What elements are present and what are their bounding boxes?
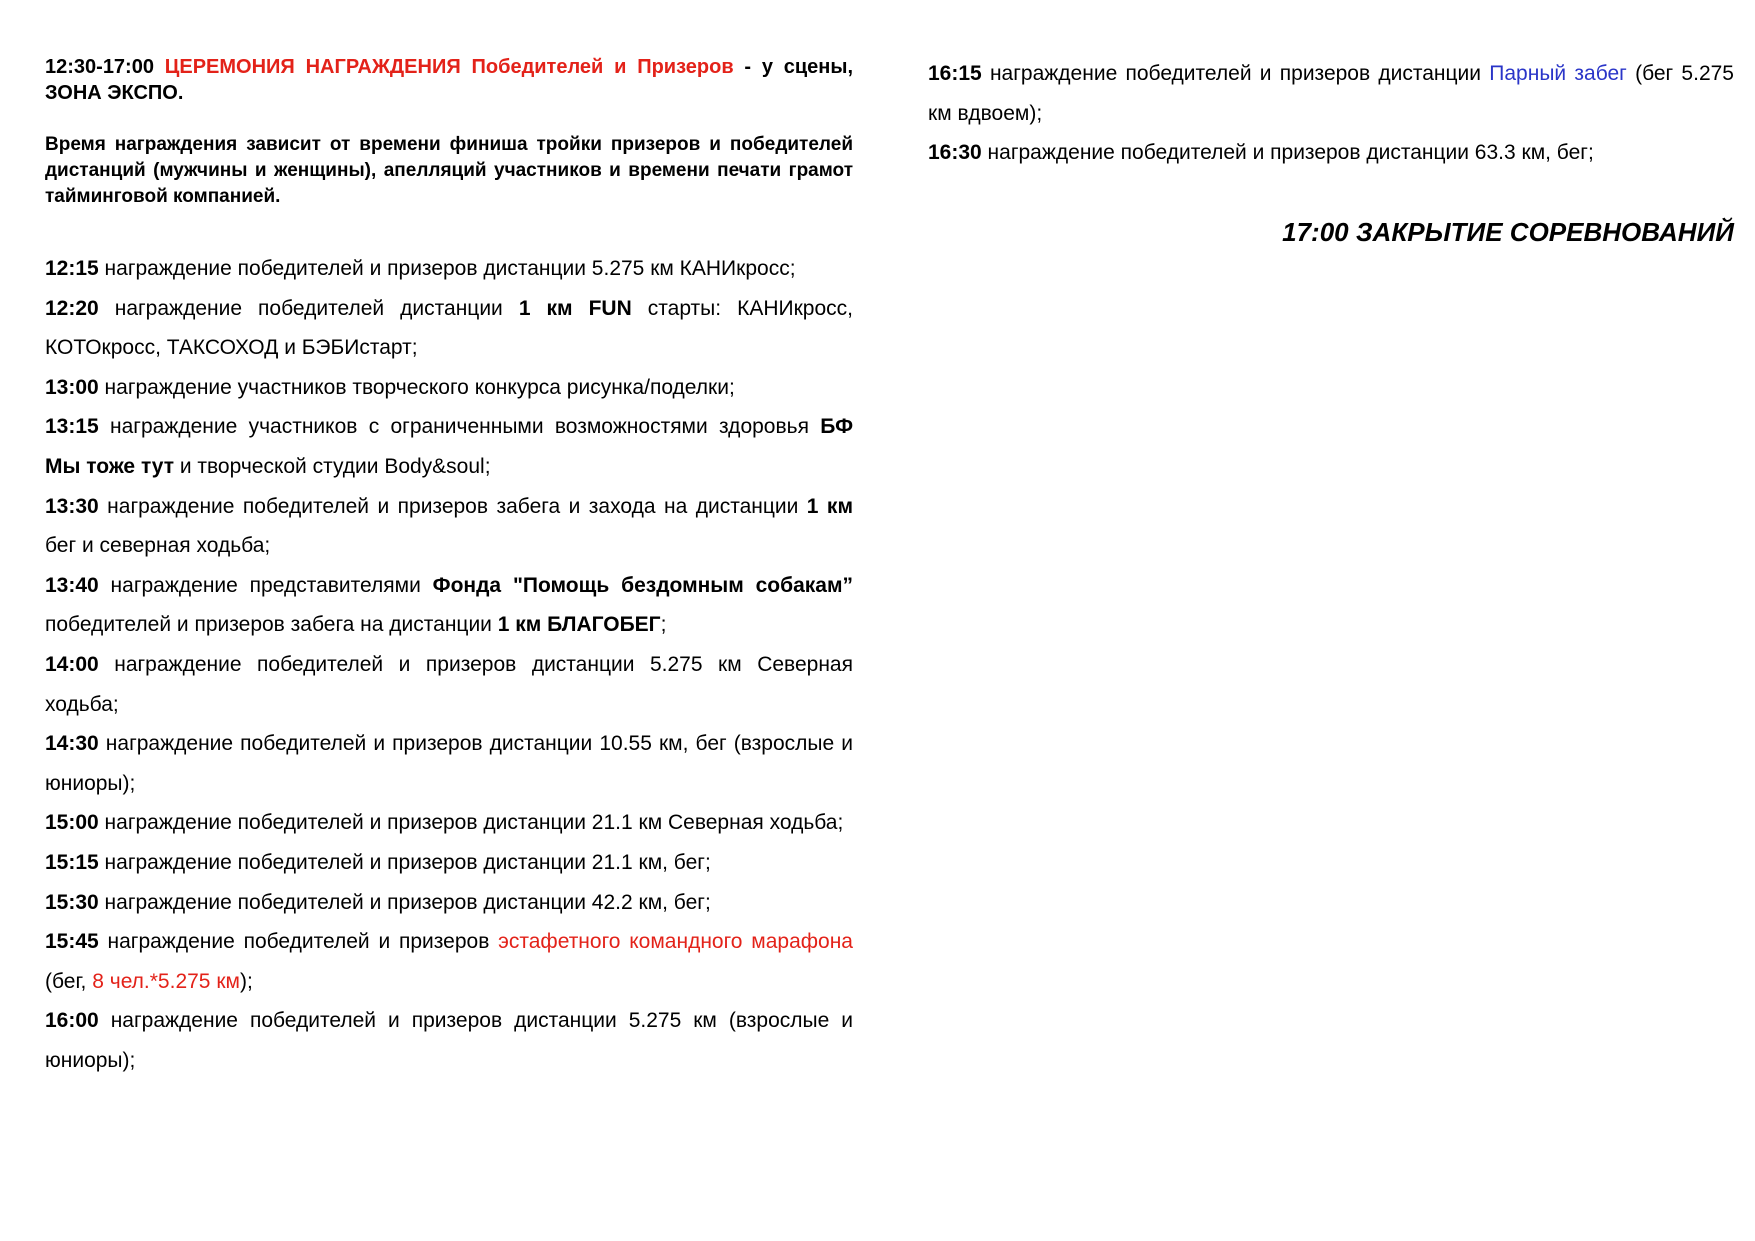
ceremony-time: 12:30-17:00 xyxy=(45,56,154,78)
entry-text: награждение победителей и призеров дистанции 5.275 км Северная ходьба; xyxy=(45,652,853,716)
schedule-entry xyxy=(45,922,853,1001)
highlighted-text: 8 чел.*5.275 км xyxy=(92,969,240,993)
entry-time: 14:30 xyxy=(45,732,99,756)
entry-text: награждение победителей и призеров xyxy=(98,930,499,954)
schedule-entry xyxy=(45,724,853,803)
entry-text: награждение участников с ограниченными возможностями здоровья xyxy=(98,415,821,439)
schedule-entry xyxy=(45,566,853,645)
entry-text: награждение победителей и призеров дистанции 5.275 км (взрослые и юниоры); xyxy=(45,1009,853,1072)
bold-text: БФ Мы тоже тут xyxy=(45,415,853,478)
entry-text: награждение победителей и призеров дистанции 21.1 км, бег; xyxy=(98,850,711,874)
highlighted-text: эстафетного командного марафона xyxy=(498,930,853,954)
schedule-entry xyxy=(928,54,1734,133)
bold-text: 1 км FUN xyxy=(518,296,632,320)
ceremony-header xyxy=(45,54,853,106)
bold-text: 1 км xyxy=(806,494,853,518)
entry-time: 15:15 xyxy=(45,850,99,874)
entry-time: 15:30 xyxy=(45,890,99,914)
schedule-entry xyxy=(45,883,853,923)
schedule-entry xyxy=(45,407,853,486)
entry-text: ; xyxy=(660,613,667,637)
entry-text: и творческой студии Body&soul; xyxy=(173,454,491,478)
left-column xyxy=(45,54,853,1080)
entry-time: 15:45 xyxy=(45,930,99,954)
schedule-entry xyxy=(45,843,853,883)
schedule-entry xyxy=(928,133,1734,173)
entry-text: награждение победителей и призеров дистанции 5.275 км КАНИкросс; xyxy=(98,257,796,280)
schedule-entry xyxy=(45,803,853,843)
ceremony-location: - у сцены, ЗОНА ЭКСПО. xyxy=(45,56,854,104)
entry-time: 13:40 xyxy=(45,573,99,597)
closing-announcement: 17:00 ЗАКРЫТИЕ СОРЕВНОВАНИЙ xyxy=(1282,216,1734,247)
entry-text: награждение победителей и призеров дистанции 10.55 км, бег (взрослые и юниоры); xyxy=(45,732,853,795)
entry-time: 15:00 xyxy=(45,811,99,835)
entry-text: награждение победителей и призеров дистанции xyxy=(981,62,1490,85)
entry-text: награждение победителей и призеров дистанции 21.1 км Северная ходьба; xyxy=(98,811,844,835)
entry-time: 13:15 xyxy=(45,415,99,439)
schedule-entry xyxy=(45,249,853,289)
entry-text: награждение победителей дистанции xyxy=(98,296,519,320)
entry-time: 13:00 xyxy=(45,375,99,399)
entry-text: награждение участников творческого конкурса рисунка/поделки; xyxy=(98,375,735,399)
award-schedule-list xyxy=(45,249,853,1080)
entry-text: (бег 5.275 км вдвоем); xyxy=(928,62,1734,125)
entry-time: 13:30 xyxy=(45,494,99,518)
entry-text: старты: КАНИкросс, КОТОкросс, ТАКСОХОД и БЭБИстарт; xyxy=(45,296,854,360)
award-schedule-list-continued xyxy=(928,54,1734,173)
bold-text: 1 км БЛАГОБЕГ xyxy=(497,613,661,637)
highlighted-text: Парный забег xyxy=(1489,62,1627,85)
entry-time: 16:00 xyxy=(45,1009,99,1033)
schedule-entry xyxy=(45,645,853,724)
entry-time: 12:15 xyxy=(45,257,99,280)
entry-text: ); xyxy=(239,969,253,993)
ceremony-title: ЦЕРЕМОНИЯ НАГРАЖДЕНИЯ xyxy=(164,56,461,78)
entry-time: 14:00 xyxy=(45,652,99,676)
entry-text: победителей и призеров забега на дистанции xyxy=(45,613,498,637)
entry-time: 16:30 xyxy=(928,141,982,165)
entry-time: 16:15 xyxy=(928,62,982,85)
entry-text: награждение победителей и призеров дистанции 42.2 км, бег; xyxy=(98,890,711,914)
schedule-entry xyxy=(45,487,853,566)
ceremony-subtitle: Победителей и Призеров xyxy=(471,56,734,78)
right-column xyxy=(928,54,1734,249)
entry-text: награждение победителей и призеров забега и захода на дистанции xyxy=(98,494,807,518)
entry-time: 12:20 xyxy=(45,296,99,320)
schedule-entry xyxy=(45,368,853,408)
timing-note: Время награждения зависит от времени финиша тройки призеров и победителей дистанций (мужчины и женщины), апелляций участников и времени печати грамот тайминговой компанией. xyxy=(45,134,853,207)
schedule-entry xyxy=(45,1001,853,1080)
entry-text: (бег, xyxy=(45,969,93,993)
bold-text: Фонда "Помощь бездомным собакам” xyxy=(432,573,853,597)
entry-text: бег и северная ходьба; xyxy=(45,534,271,558)
schedule-entry xyxy=(45,289,853,368)
entry-text: награждение представителями xyxy=(98,573,433,597)
entry-text: награждение победителей и призеров дистанции 63.3 км, бег; xyxy=(981,141,1594,165)
